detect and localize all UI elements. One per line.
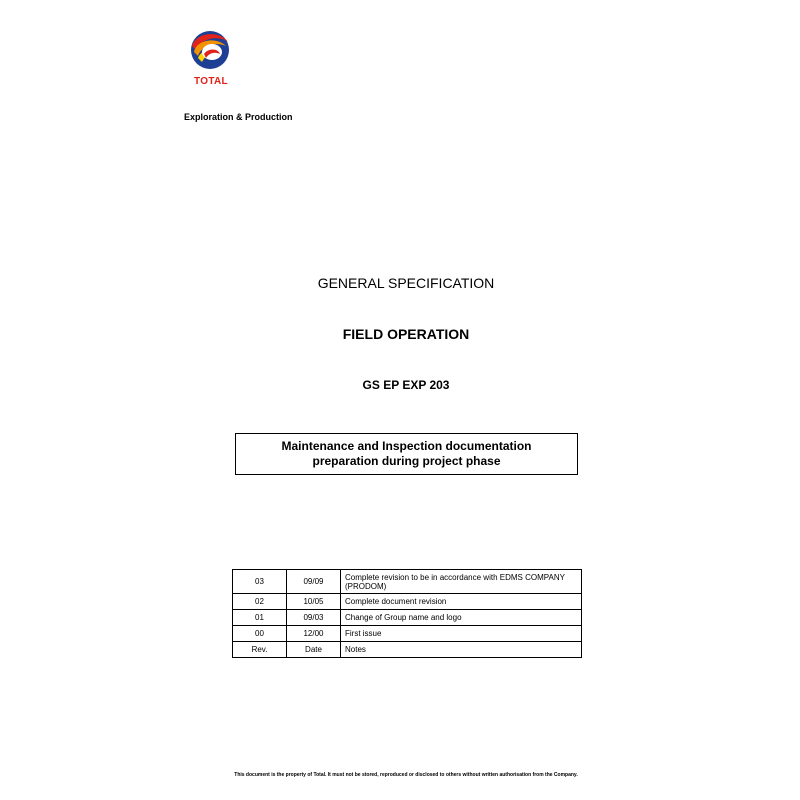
rev-cell: 01 <box>233 610 287 626</box>
date-cell: 12/00 <box>287 626 341 642</box>
spec-title: FIELD OPERATION <box>342 326 470 342</box>
rev-header: Rev. <box>233 642 287 658</box>
spec-code: GS EP EXP 203 <box>362 378 450 392</box>
confidentiality-notice: This document is the property of Total. It must not be stored, reproduced or disclosed to others without written authorisation from the Company. <box>234 772 578 778</box>
rev-cell: 02 <box>233 594 287 610</box>
rev-cell: 00 <box>233 626 287 642</box>
notes-cell: First issue <box>341 626 582 642</box>
notes-cell: Complete document revision <box>341 594 582 610</box>
subject-line-1: Maintenance and Inspection documentation <box>281 439 532 453</box>
spec-type: GENERAL SPECIFICATION <box>317 275 495 291</box>
notes-cell: Change of Group name and logo <box>341 610 582 626</box>
subject-box <box>235 433 578 475</box>
date-cell: 09/09 <box>287 570 341 594</box>
rev-cell: 03 <box>233 570 287 594</box>
brand-name: TOTAL <box>194 76 228 87</box>
date-cell: 10/05 <box>287 594 341 610</box>
table-row <box>233 570 582 594</box>
revision-table <box>232 569 582 658</box>
division-label: Exploration & Production <box>184 112 293 122</box>
date-header: Date <box>287 642 341 658</box>
table-row <box>233 610 582 626</box>
notes-cell: Complete revision to be in accordance with EDMS COMPANY (PRODOM) <box>341 570 582 594</box>
notes-header: Notes <box>341 642 582 658</box>
table-row <box>233 594 582 610</box>
date-cell: 09/03 <box>287 610 341 626</box>
table-row <box>233 626 582 642</box>
table-header-row <box>233 642 582 658</box>
subject-line-2: preparation during project phase <box>312 454 501 468</box>
